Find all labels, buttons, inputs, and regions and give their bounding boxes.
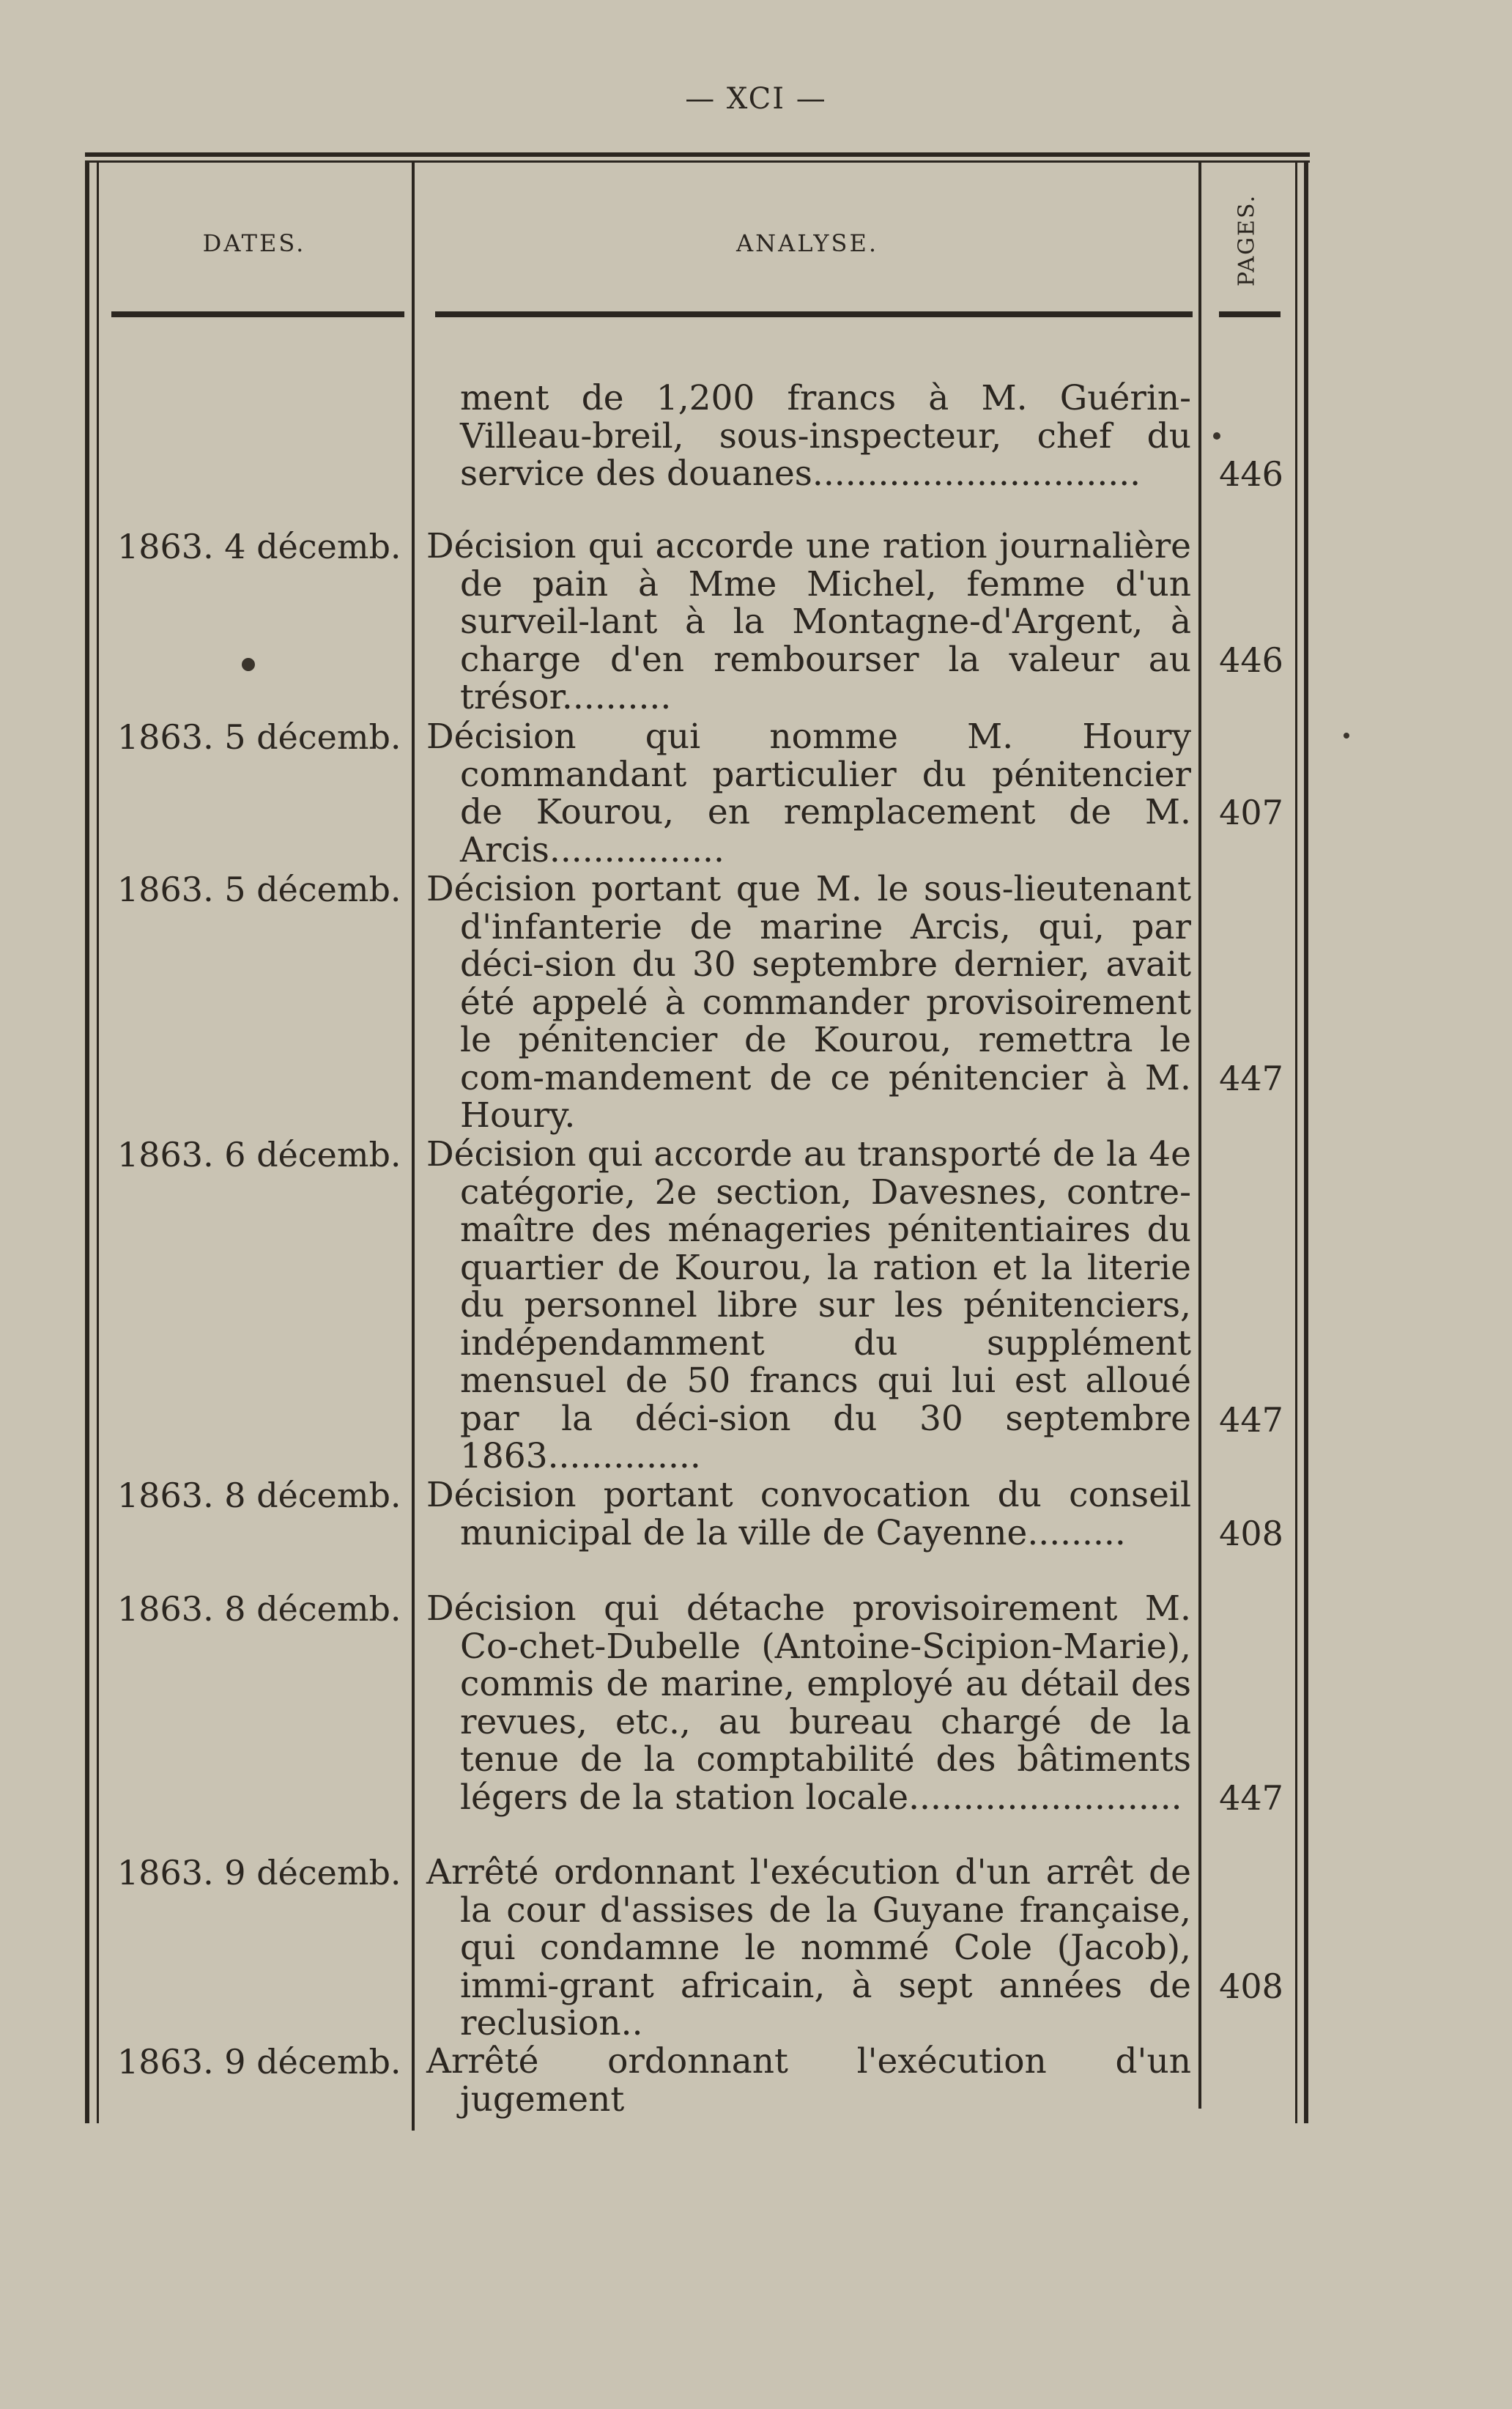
entry-analysis: Décision portant que M. le sous-lieutenant d'infanterie de marine Arcis, qui, par déci-sion du 30 septembre dernier, avait été appelé à commander provisoirement le pénitencier de Kourou, remettra le com-mandement de ce pénitencier à M. Houry.	[426, 869, 1191, 1136]
paper-speck	[1344, 733, 1349, 739]
header-rule-analyse	[435, 311, 1193, 317]
entry-date: 1863. 5 décemb.	[117, 870, 401, 909]
entry-page: 407	[1219, 793, 1283, 832]
entry-date: 1863. 8 décemb.	[117, 1589, 401, 1629]
entry-page: 408	[1219, 1966, 1283, 2006]
paper-speck	[242, 658, 255, 671]
table-right-border	[1304, 163, 1308, 2123]
header-pages: PAGES.	[1234, 194, 1260, 286]
entry-page: 446	[1219, 640, 1283, 680]
entry-page: 447	[1219, 1400, 1283, 1440]
entry-page: 447	[1219, 1059, 1283, 1098]
entry-analysis: Décision qui accorde au transporté de la 4e catégorie, 2e section, Davesnes, contre-maître des ménageries pénitentiaires du quartier de Kourou, la ration et la literie du personnel libre sur les pénitenciers, indépendamment du supplément mensuel de 50 francs qui lui est alloué par la déci-sion du 30 septembre 1863..............	[426, 1134, 1191, 1476]
paper-speck	[1213, 432, 1220, 440]
entry-date: 1863. 4 décemb.	[117, 527, 401, 566]
entry-date: 1863. 9 décemb.	[117, 1853, 401, 1892]
entry-date: 1863. 5 décemb.	[117, 717, 401, 757]
header-rule-pages	[1219, 311, 1281, 317]
table-left-border	[85, 163, 89, 2123]
pages-column-divider	[1198, 163, 1201, 2109]
header-dates: DATES.	[202, 229, 306, 257]
entry-page: 446	[1219, 454, 1283, 494]
entry-date: 1863. 8 décemb.	[117, 1476, 401, 1515]
entry-analysis: ment de 1,200 francs à M. Guérin-Villeau-breil, sous-inspecteur, chef du service des douanes..............................	[460, 378, 1191, 494]
table-top-rule	[85, 152, 1310, 163]
dates-column-divider	[412, 163, 415, 2131]
header-analyse: ANALYSE.	[736, 229, 878, 257]
entry-analysis: Arrêté ordonnant l'exécution d'un jugement	[426, 2041, 1191, 2120]
entry-date: 1863. 9 décemb.	[117, 2042, 401, 2081]
entry-page: 447	[1219, 1778, 1283, 1818]
entry-analysis: Décision qui nomme M. Houry commandant particulier du pénitencier de Kourou, en remplacement de M. Arcis................	[426, 717, 1191, 870]
entry-analysis: Décision qui détache provisoirement M. Co-chet-Dubelle (Antoine-Scipion-Marie), commis de marine, employé au détail des revues, etc., au bureau chargé de la tenue de la comptabilité des bâtiments légers de la station locale.........................	[426, 1588, 1191, 1818]
header-rule-dates	[111, 311, 404, 317]
entry-date: 1863. 6 décemb.	[117, 1135, 401, 1174]
table-left-inner-border	[97, 163, 99, 2123]
entry-analysis: Arrêté ordonnant l'exécution d'un arrêt de la cour d'assises de la Guyane française, qui condamne le nommé Cole (Jacob), immi-grant africain, à sept années de reclusion..	[426, 1852, 1191, 2043]
entry-analysis: Décision qui accorde une ration journalière de pain à Mme Michel, femme d'un surveil-lant à la Montagne-d'Argent, à charge d'en rembourser la valeur au trésor..........	[426, 526, 1191, 717]
index-table	[82, 152, 1310, 2123]
entry-analysis: Décision portant convocation du conseil municipal de la ville de Cayenne.........	[426, 1475, 1191, 1553]
page-number: — XCI —	[685, 82, 827, 116]
table-right-inner-border	[1295, 163, 1297, 2123]
entry-page: 408	[1219, 1514, 1283, 1553]
